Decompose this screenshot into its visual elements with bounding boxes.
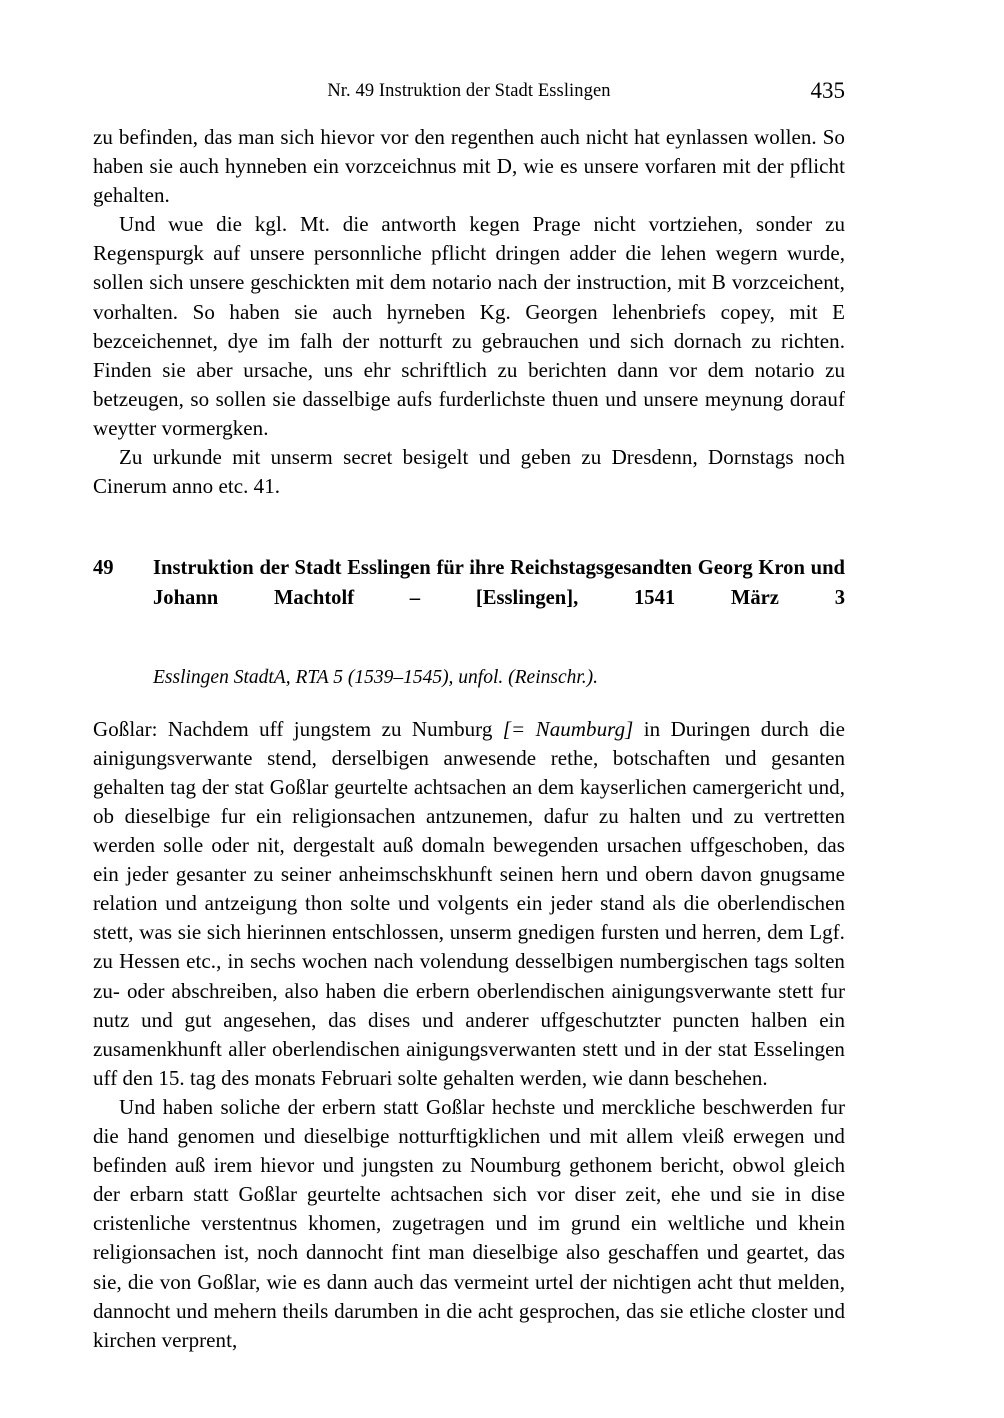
section-title: Instruktion der Stadt Esslingen für ihre Reichstagsgesandten Georg Kron und Johann Machtolf – [Esslingen], 1541 März 3 bbox=[153, 557, 845, 609]
paragraph bbox=[93, 715, 845, 1093]
paragraph-text-part: in Duringen durch die ainigungsverwante stend, derselbigen anwesende rethe, botschaften und gesanten gehalten tag der stat Goßlar geurtelte achtsachen an dem kayserlichen camergericht und, ob dieselbige fur ein religionsachen antzunemen, dafur zu halten und zu vertretten werden solle oder nit, dergestalt auß domaln bewegenden ursachen uffgeschoben, das ein jeder gesanter zu seiner anheimschskhunft seinen hern und obern davon gnugsame relation und antzeigung thon solte und volgents ein jeder stand als die oberlendischen stett, was sie sich hierinnen entschlossen, unserm gnedigen fursten und herren, dem Lgf. zu Hessen etc., in sechs wochen nach volendung desselbigen numbergischen tags solten zu- oder abschreiben, also haben die erbern oberlendischen ainigungsverwante stett fur nutz und gut angesehen, das dises und anderer uffgeschutzter puncten halben ein zusamenkhunft aller oberlendischen ainigungsverwanten stett und in der stat Esselingen uff den 15. tag des monats Februari solte gehalten werden, wie dann beschehen. bbox=[93, 716, 845, 1090]
running-head-title: Nr. 49 Instruktion der Stadt Esslingen bbox=[327, 81, 611, 101]
paragraph-text-part: Goßlar: Nachdem uff jungstem zu Numburg bbox=[93, 716, 503, 741]
page-content-column bbox=[93, 0, 845, 1355]
section-heading bbox=[93, 554, 845, 643]
section-number: 49 bbox=[93, 557, 114, 580]
paragraph: Zu urkunde mit unserm secret besigelt und geben zu Dresdenn, Dornstags noch Cinerum anno etc. 41. bbox=[93, 445, 845, 499]
editorial-note: [= Naumburg] bbox=[502, 716, 634, 741]
paragraph: Und wue die kgl. Mt. die antworth kegen Prage nicht vortziehen, sonder zu Regenspurgk auf unsere personnliche pflicht dringen adder die lehen wegern wurde, sollen sich unsere geschickten mit dem notario nach der instruction, mit B vorzceichent, vorhalten. So haben sie auch hyrneben Kg. Georgen lehenbriefs copey, mit E bezceichennet, dye im falh der notturft zu gebrauchen und sich dornach zu richten. Finden sie aber ursache, uns ehr schriftlich zu berichten dann vor dem notario zu betzeugen, so sollen sie dasselbige aufs furderlichste thuen und unsere meynung dorauf weytter vormergken. bbox=[93, 212, 845, 440]
running-head bbox=[93, 76, 845, 106]
paragraph: zu befinden, das man sich hievor vor den regenthen auch nicht hat eynlassen wollen. So haben sie auch hynneben ein vorzceichnus mit D, wie es unsere vorfaren mit der pflicht gehalten. bbox=[93, 125, 845, 208]
preceding-text-block bbox=[93, 123, 845, 501]
archival-source-citation: Esslingen StadtA, RTA 5 (1539–1545), unfol. (Reinschr.). bbox=[153, 666, 599, 688]
page-number: 435 bbox=[810, 78, 845, 103]
document-body bbox=[93, 715, 845, 1355]
paragraph: Und haben soliche der erbern statt Goßlar hechste und merckliche beschwerden fur die hand genomen und dieselbige notturftigklichen und mit allem vleiß erwegen und befinden auß irem hievor und jungsten zu Noumburg gethonem bericht, obwol gleich der erbarn statt Goßlar geurtelte achtsachen sich vor diser zeit, ehe und sie in dise cristenliche verstentnus khomen, zugetragen und im grund ein weltliche und khein religionsachen ist, noch dannocht fint man dieselbige also geschaffen und geartet, das sie, die von Goßlar, wie es dann auch das vermeint urtel der nichtigen acht thut melden, dannocht und mehern theils darumben in die acht gesprochen, das sie etliche closter und kirchen verprent, bbox=[93, 1094, 845, 1352]
